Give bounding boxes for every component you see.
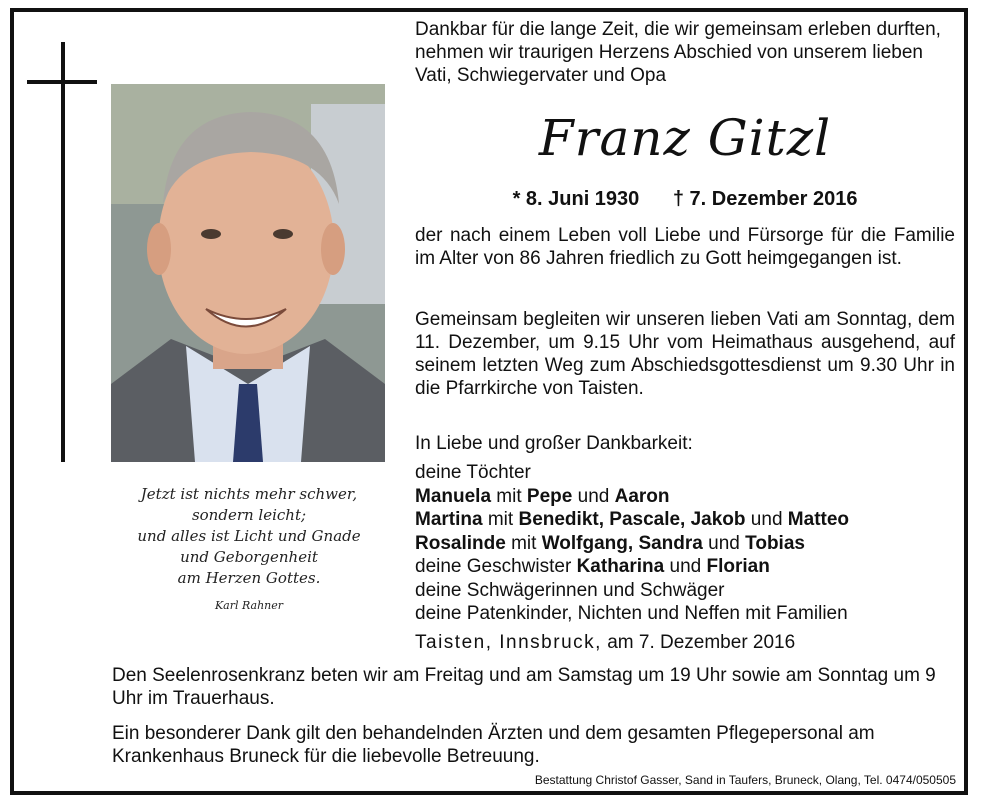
family-connector: mit [482, 509, 519, 530]
paragraph-funeral: Gemeinsam begleiten wir unseren lieben Vati am Sonntag, dem 11. Dezember, um 9.15 Uhr vom Heimathaus ausgehend, auf seinem letzten Weg zum Abschiedsgottesdienst um 9.30 Uhr in die Pfarrkirche von Taisten. [415, 309, 955, 399]
quote-line: sondern leicht; [191, 506, 307, 524]
family-name: Martina [415, 509, 483, 530]
family-connector: mit [491, 485, 527, 507]
family-line: deine Schwägerinnen und Schwäger [415, 579, 725, 601]
family-connector: mit [505, 532, 542, 554]
family-line [415, 532, 960, 556]
family-name: Manuela [415, 485, 492, 507]
place-date [415, 631, 955, 654]
funeral-home-footer: Bestattung Christof Gasser, Sand in Taufers, Bruneck, Olang, Tel. 0474/050505 [534, 773, 956, 787]
family-line [415, 485, 960, 509]
deceased-name: Franz Gitzl [538, 109, 832, 167]
cross-icon-bar [27, 80, 97, 84]
portrait-photo [111, 84, 385, 462]
family-connector: und [745, 509, 788, 530]
family-line: deine Patenkinder, Nichten und Neffen mit Familien [415, 603, 848, 624]
family-name: Aaron [614, 485, 670, 507]
paragraph-life: der nach einem Leben voll Liebe und Fürsorge für die Familie im Alter von 86 Jahren friedlich zu Gott heimgegangen ist. [415, 225, 955, 269]
death-date: † 7. Dezember 2016 [672, 188, 858, 210]
thanks-notice: Ein besonderer Dank gilt den behandelnden Ärzten und dem gesamten Pflegepersonal am Krankenhaus Bruneck für die liebevolle Betreuung. [112, 723, 875, 767]
quote-line: Jetzt ist nichts mehr schwer, [140, 485, 358, 503]
family-name: Wolfgang, Sandra [541, 532, 703, 554]
quote-block [118, 484, 380, 616]
family-name: Pepe [526, 485, 573, 507]
family-line: deine Töchter [415, 462, 531, 483]
family-name: Matteo [787, 509, 850, 530]
family-name: Katharina [576, 556, 665, 577]
family-name: Benedikt, Pascale, Jakob [518, 509, 746, 530]
rosary-notice: Den Seelenrosenkranz beten wir am Freitag und am Samstag um 19 Uhr sowie am Sonntag um 9 Uhr im Trauerhaus. [112, 665, 936, 709]
cross-icon [61, 42, 65, 462]
family-connector: und [572, 485, 615, 507]
birth-date: * 8. Juni 1930 [512, 188, 640, 210]
paragraph-gratitude: In Liebe und großer Dankbarkeit: [415, 433, 693, 454]
quote-line: und Geborgenheit [180, 548, 318, 566]
family-name: Tobias [745, 532, 805, 554]
quote-line: und alles ist Licht und Gnade [137, 527, 361, 545]
family-connector: deine Geschwister [415, 556, 577, 577]
family-list [415, 461, 960, 626]
family-line [415, 555, 960, 579]
quote-author: Karl Rahner [214, 599, 284, 612]
family-name: Florian [706, 556, 770, 577]
family-line [415, 508, 960, 532]
family-connector: und [702, 532, 746, 554]
family-name: Rosalinde [415, 532, 506, 554]
intro-text: Dankbar für die lange Zeit, die wir gemeinsam erleben durften, nehmen wir traurigen Herzens Abschied von unserem lieben Vati, Schwiegervater und Opa [415, 19, 941, 86]
family-connector: und [664, 556, 707, 577]
quote-line: am Herzen Gottes. [177, 569, 321, 587]
life-dates [415, 186, 955, 212]
place: Taisten, Innsbruck, [415, 632, 602, 653]
date: am 7. Dezember 2016 [601, 632, 796, 653]
